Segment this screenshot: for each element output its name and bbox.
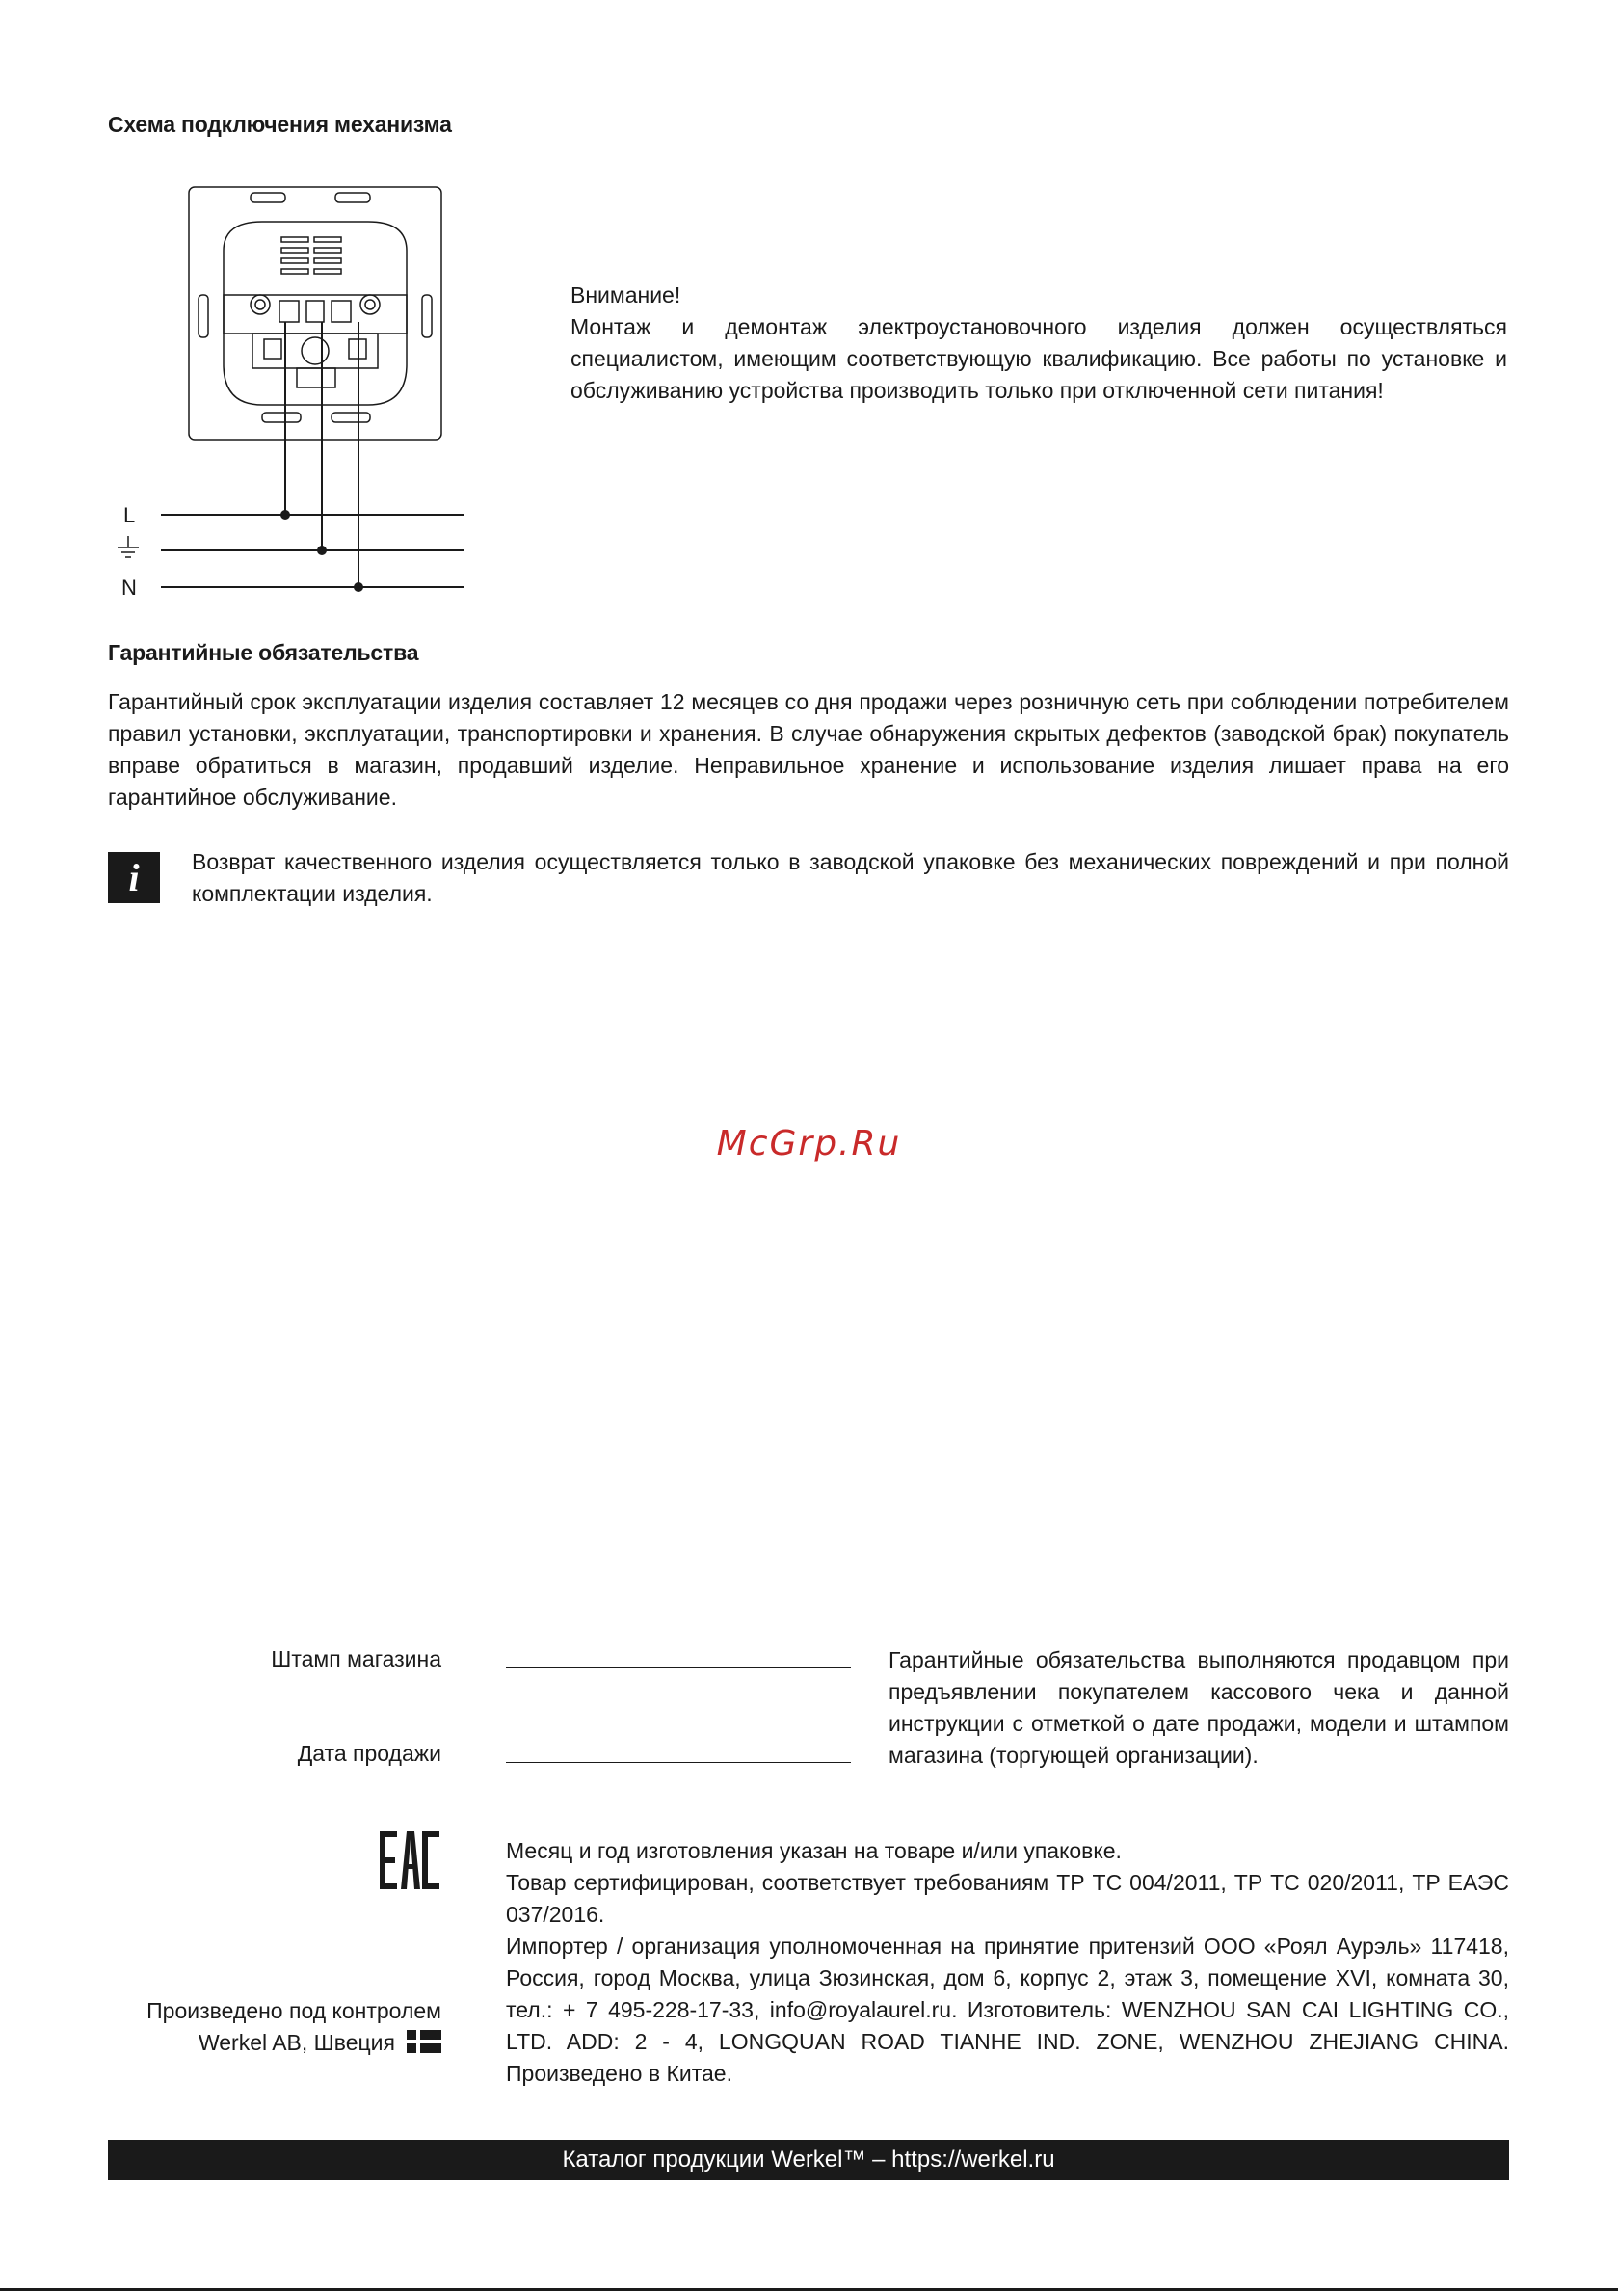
wiring-diagram bbox=[108, 181, 474, 596]
importer-info: Импортер / организация уполномоченная на принятие притензий ООО «Роял Аурэль» 117418, Россия, город Москва, улица Зюзинская, дом 6, корпус 2, этаж 3, помещение XVI, комната 30, тел.: + 7 495-228-17-33, info@royalaurel.ru. Изготовитель: WENZHOU SAN CAI LIGHTING CO., LTD. ADD: 2 - 4, LONGQUAN ROAD TIANHE IND. ZONE, WENZHOU ZHEJIANG CHINA. Произведено в Китае. bbox=[506, 1934, 1509, 2086]
stamp-note: Гарантийные обязательства выполняются продавцом при предъявлении покупателем кассового чека и данной инструкции с отметкой о дате продажи, модели и штампом магазина (торгующей организации). bbox=[889, 1647, 1509, 1768]
info-icon: i bbox=[108, 852, 160, 903]
sweden-flag-icon bbox=[407, 2030, 441, 2053]
company-line bbox=[96, 2027, 441, 2059]
ground-icon bbox=[118, 536, 139, 557]
manufacture-date-note: Месяц и год изготовления указан на товаре и/или упаковке. bbox=[506, 1838, 1122, 1863]
eac-mark-icon bbox=[378, 1831, 441, 1889]
certification-block bbox=[506, 1835, 1509, 2090]
made-under-block bbox=[96, 1995, 441, 2059]
info-text: Возврат качественного изделия осуществляется только в заводской упаковке без механических повреждений и при полной комплектации изделия. bbox=[192, 849, 1509, 906]
company-name: Werkel AB, Швеция bbox=[198, 2030, 395, 2055]
footer-bar bbox=[108, 2140, 1509, 2180]
watermark: McGrp.Ru bbox=[716, 1124, 902, 1163]
sale-date-label: Дата продажи bbox=[297, 1741, 441, 1766]
schema-title: Схема подключения механизма bbox=[108, 112, 452, 137]
warning-title: Внимание! bbox=[570, 282, 681, 307]
eac-mark bbox=[378, 1831, 441, 1889]
bottom-rule bbox=[0, 2288, 1618, 2291]
shop-stamp-line bbox=[506, 1667, 851, 1668]
terminal-label-l: L bbox=[123, 503, 136, 527]
certification-note: Товар сертифицирован, соответствует требованиям ТР ТС 004/2011, ТР ТС 020/2011, ТР ЕАЭС 037/2016. bbox=[506, 1870, 1509, 1927]
warning-block bbox=[570, 280, 1507, 407]
made-under-text: Произведено под контролем bbox=[146, 1998, 441, 2023]
guarantee-title: Гарантийные обязательства bbox=[108, 640, 419, 665]
footer-text: Каталог продукции Werkel™ – https://werkel.ru bbox=[562, 2147, 1055, 2173]
guarantee-text: Гарантийный срок эксплуатации изделия составляет 12 месяцев со дня продажи через розничную сеть при соблюдении потребителем правил установки, эксплуатации, транспортировки и хранения. В случае обнаружения скрытых дефектов (заводской брак) покупатель вправе обратиться в магазин, продавший изделие. Неправильное хранение и использование изделия лишает права на его гарантийное обслуживание. bbox=[108, 689, 1509, 810]
terminal-label-n: N bbox=[121, 575, 137, 596]
shop-stamp-label: Штамп магазина bbox=[271, 1646, 441, 1671]
sale-date-line bbox=[506, 1762, 851, 1763]
wires bbox=[161, 322, 464, 587]
warning-text: Монтаж и демонтаж электроустановочного изделия должен осуществляться специалистом, имеющим соответствующую квалификацию. Все работы по установке и обслуживанию устройства производить только при отключенной сети питания! bbox=[570, 314, 1507, 403]
socket-mechanism-outline bbox=[189, 187, 441, 440]
